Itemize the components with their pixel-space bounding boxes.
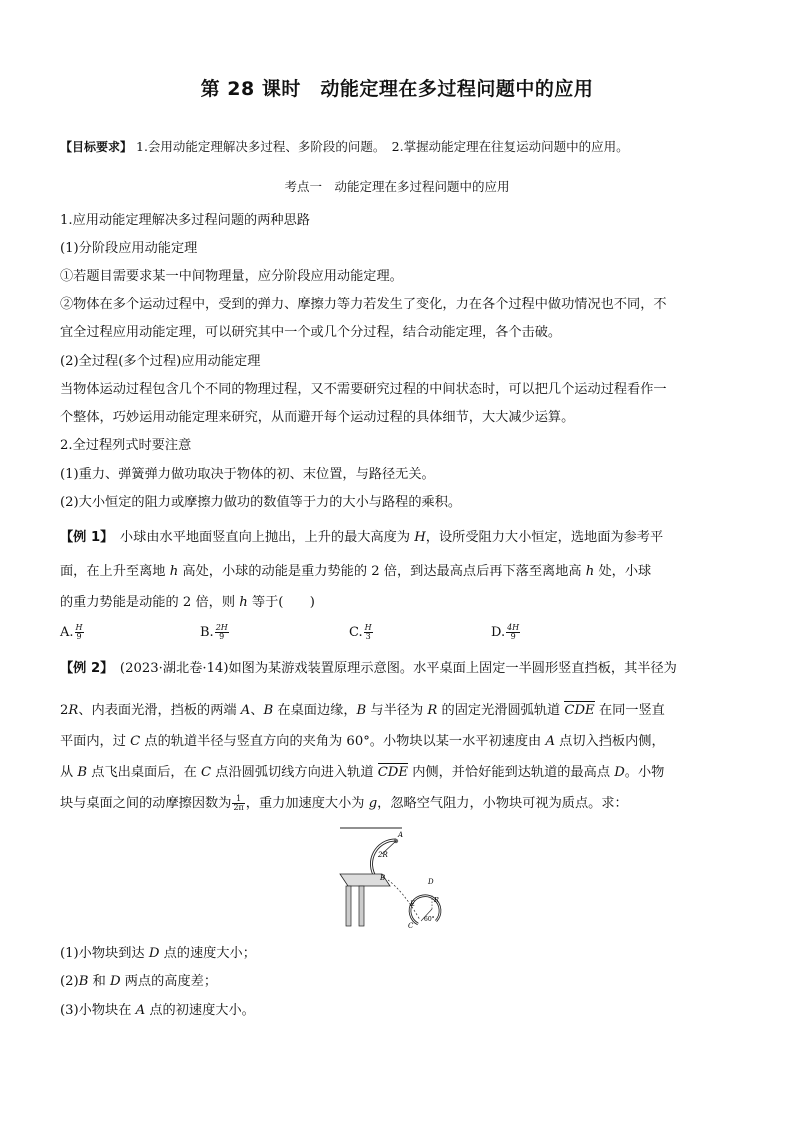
text-run: 两点的高度差； [120, 974, 218, 989]
text-run: 与半径为 [366, 703, 428, 718]
variable: B [78, 974, 89, 989]
label-c: C [408, 922, 414, 930]
example2-line3 [60, 733, 750, 751]
label-r: R [434, 896, 439, 904]
example1-line3 [60, 594, 750, 612]
example1-line2 [60, 563, 750, 581]
text-run: 点沿圆弧切线方向进入轨道 [211, 765, 378, 780]
fraction [364, 624, 373, 641]
variable: B [356, 703, 367, 718]
denominator: 3 [365, 632, 371, 641]
text-run: 等于( ) [247, 595, 315, 610]
example2-line1 [60, 660, 750, 678]
denominator: 9 [219, 632, 225, 641]
question-1 [60, 945, 750, 963]
text-run: 、内表面光滑，挡板的两端 [78, 703, 241, 718]
text-line: 2.全过程列式时要注意 [60, 438, 192, 453]
example1-line1 [60, 529, 750, 547]
example2-line2 [60, 701, 750, 720]
example1-label: 【例 1】 [60, 530, 107, 545]
variable: A [240, 703, 251, 718]
variable: R [68, 703, 79, 718]
text-run: 2 [60, 703, 69, 718]
denominator: 9 [76, 632, 82, 641]
text-run: 在桌面边缘， [273, 703, 357, 718]
text-run: 处，小球 [594, 564, 652, 579]
variable: A [135, 1003, 146, 1018]
variable: C [130, 734, 141, 749]
goal-label: 【目标要求】 [60, 140, 133, 154]
numerator: 1 [232, 795, 244, 804]
variable: D [109, 974, 121, 989]
example2-line5 [60, 795, 750, 813]
example2-source: (2023·湖北卷·14) [106, 661, 229, 676]
text-run: 点切入挡板内侧， [554, 734, 665, 749]
text-run: 的固定光滑圆弧轨道 [437, 703, 565, 718]
game-device-diagram [332, 824, 462, 936]
label-angle: 60° [424, 916, 435, 923]
text-run: 如图为某游戏装置原理示意图。水平桌面上固定一半圆形竖直挡板，其半径为 [228, 661, 677, 676]
text-run: (2) [60, 974, 79, 989]
section-heading: 考点一 动能定理在多过程问题中的应用 [284, 179, 510, 194]
text-run: (3)小物块在 [60, 1003, 136, 1018]
text-run: 从 [60, 765, 78, 780]
text-line: 宜全过程应用动能定理，可以研究其中一个或几个分过程，结合动能定理，各个击破。 [60, 325, 562, 340]
goal-line [60, 138, 750, 157]
text-run: 。小物 [624, 765, 665, 780]
option-a[interactable] [60, 624, 85, 642]
text-run: (1)小物块到达 [60, 946, 149, 961]
option-d[interactable] [491, 624, 521, 642]
page-title: 第 28 课时 动能定理在多过程问题中的应用 [200, 78, 594, 100]
text-line: (1)重力、弹簧弹力做功取决于物体的初、末位置，与路径无关。 [60, 467, 435, 482]
label-e: E [410, 900, 416, 908]
text-run: 的重力势能是动能的 2 倍，则 [60, 595, 240, 610]
text-line: 1.应用动能定理解决多过程问题的两种思路 [60, 213, 310, 228]
text-run: 和 [88, 974, 110, 989]
option-letter: B. [200, 625, 214, 640]
option-c[interactable] [349, 624, 374, 642]
text-line: ②物体在多个运动过程中，受到的弹力、摩擦力等力若发生了变化，力在各个过程中做功情况也不同，不 [60, 297, 667, 312]
text-line: (2)全过程(多个过程)应用动能定理 [60, 354, 261, 369]
option-b[interactable] [200, 624, 230, 642]
example2-line4 [60, 763, 750, 782]
numerator: 2H [215, 623, 228, 632]
label-a: A [398, 831, 404, 839]
variable: C [200, 765, 212, 780]
numerator: H [75, 623, 83, 632]
text-run: 面，在上升至离地 [60, 564, 170, 579]
variable: D [148, 946, 160, 961]
variable: B [77, 765, 88, 780]
variable: h [585, 564, 595, 579]
text-run: 平面内，过 [60, 734, 131, 749]
text-line: (2)大小恒定的阻力或摩擦力做功的数值等于力的大小与路程的乘积。 [60, 495, 462, 510]
fraction [75, 624, 84, 641]
variable: B [263, 703, 274, 718]
example2-label: 【例 2】 [60, 661, 107, 676]
text-line: (1)分阶段应用动能定理 [60, 241, 198, 256]
text-line: ①若题目需要求某一中间物理量，应分阶段应用动能定理。 [60, 269, 403, 284]
text-run: 点的初速度大小。 [145, 1003, 255, 1018]
arc-symbol: CDE [377, 765, 409, 780]
variable: A [545, 734, 555, 749]
denominator: 9 [510, 632, 516, 641]
text-line: 当物体运动过程包含几个不同的物理过程，又不需要研究过程的中间状态时，可以把几个运动过程看作一 [60, 382, 667, 397]
fraction [215, 624, 229, 641]
text-run: ，重力加速度大小为 [245, 796, 369, 811]
label-2r: 2R [378, 851, 388, 859]
text-run: 点的速度大小； [159, 946, 256, 961]
variable: D [614, 765, 625, 780]
text-run: 内侧，并恰好能到达轨道的最高点 [408, 765, 615, 780]
option-letter: A. [60, 625, 74, 640]
variable: R [427, 703, 438, 718]
text-run: 、 [250, 703, 264, 718]
label-d: D [428, 878, 434, 886]
variable: g [368, 796, 378, 811]
text-line: 个整体，巧妙运用动能定理来研究，从而避开每个运动过程的具体细节，大大减少运算。 [60, 410, 575, 425]
question-3 [60, 1002, 750, 1020]
label-b: B [380, 874, 386, 882]
variable: h [169, 564, 179, 579]
option-letter: D. [491, 625, 506, 640]
text-run: 点飞出桌面后，在 [87, 765, 201, 780]
option-letter: C. [349, 625, 363, 640]
fraction [506, 624, 520, 641]
text-run: ，忽略空气阻力，小物块可视为质点。求： [377, 796, 628, 811]
variable: H [414, 530, 426, 545]
fraction [232, 795, 244, 812]
numerator: 4H [507, 623, 520, 632]
text-run: 高处，小球的动能是重力势能的 2 倍，到达最高点后再下落至离地高 [178, 564, 586, 579]
variable: h [239, 595, 248, 610]
question-2 [60, 973, 750, 991]
text-run: 小球由水平地面竖直向上抛出，上升的最大高度为 [106, 530, 415, 545]
denominator: 2π [233, 803, 244, 812]
text-run: 块与桌面之间的动摩擦因数为 [60, 796, 232, 811]
text-run: 点的轨道半径与竖直方向的夹角为 60°。小物块以某一水平初速度由 [140, 734, 546, 749]
text-run: ，设所受阻力大小恒定，选地面为参考平 [425, 530, 664, 545]
goal-text: 1.会用动能定理解决多过程、多阶段的问题。 2.掌握动能定理在往复运动问题中的应用。 [132, 139, 629, 154]
text-run: 在同一竖直 [594, 703, 665, 718]
numerator: H [364, 623, 372, 632]
arc-symbol: CDE [564, 703, 595, 718]
